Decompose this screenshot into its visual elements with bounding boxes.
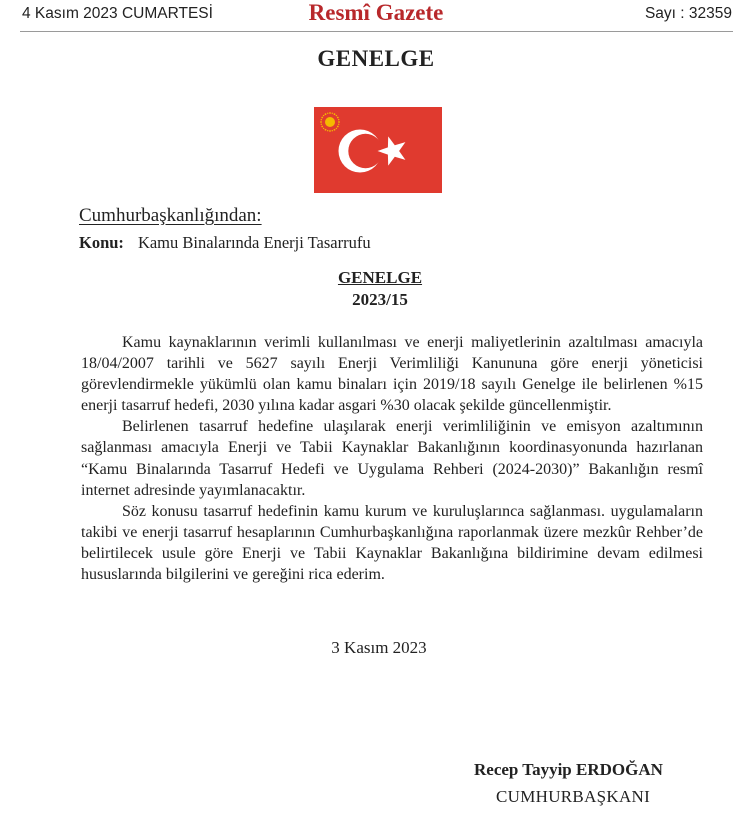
gazette-issue-number: Sayı : 32359 [644,5,732,22]
signatory-name: Recep Tayyip ERDOĞAN [474,760,663,779]
subject-text: Kamu Binalarında Enerji Tasarrufu [137,233,371,252]
paragraph: Söz konusu tasarruf hedefinin kamu kurum ve kuruluşlarınca sağlanması. uygulamaların takibi ve enerji tasarruf hesaplarının Cumhurbaşkanlığına raporlanmak üzere mezkûr Rehber’de belirtilecek usule göre Enerji ve Tabii Kaynaklar Bakanlığına bildirimine devam edilmesi hususlarında bilgilerini ve gereğini rica ederim. [81,502,703,584]
paragraph: Belirlenen tasarruf hedefine ulaşılarak enerji verimliliğinin ve emisyon azaltımının sağlanması amacıyla Enerji ve Tabii Kaynaklar Bakanlığının koordinasyonunda hazırlanan “Kamu Binalarında Tasarruf Hedefi ve Uygulama Rehberi (2024-2030)” Bakanlığın resmî internet adresinde yayımlanacaktır. [81,418,703,499]
gazette-date: 4 Kasım 2023 CUMARTESİ [22,5,213,22]
document-type-title: GENELGE [317,46,435,71]
issuing-authority: Cumhurbaşkanlığından: [79,205,262,226]
circular-number: 2023/15 [352,290,408,309]
signatory-title: CUMHURBAŞKANI [496,787,651,806]
subject-label: Konu: [79,233,124,252]
paragraph: Kamu kaynaklarının verimli kullanılması ve enerji maliyetlerinin azaltılması amacıyla 18/04/2007 tarihli ve 5627 sayılı Enerji Verimliliği Kanununa göre enerji yöneticisi görevlendirmekle yükümlü olan kamu binaları için 2019/18 sayılı Genelge ile belirlenen %15 enerji tasarruf hedefi, 2030 yılına kadar asgari %30 olacak şekilde güncellenmiştir. [81,334,703,415]
circular-body [81,332,703,585]
gazette-masthead: Resmî Gazete [308,0,444,25]
presidential-flag-icon [314,107,442,193]
header-divider [20,31,733,32]
circular-title: GENELGE [337,268,423,287]
signing-date: 3 Kasım 2023 [331,638,427,657]
subject-line [79,233,371,253]
